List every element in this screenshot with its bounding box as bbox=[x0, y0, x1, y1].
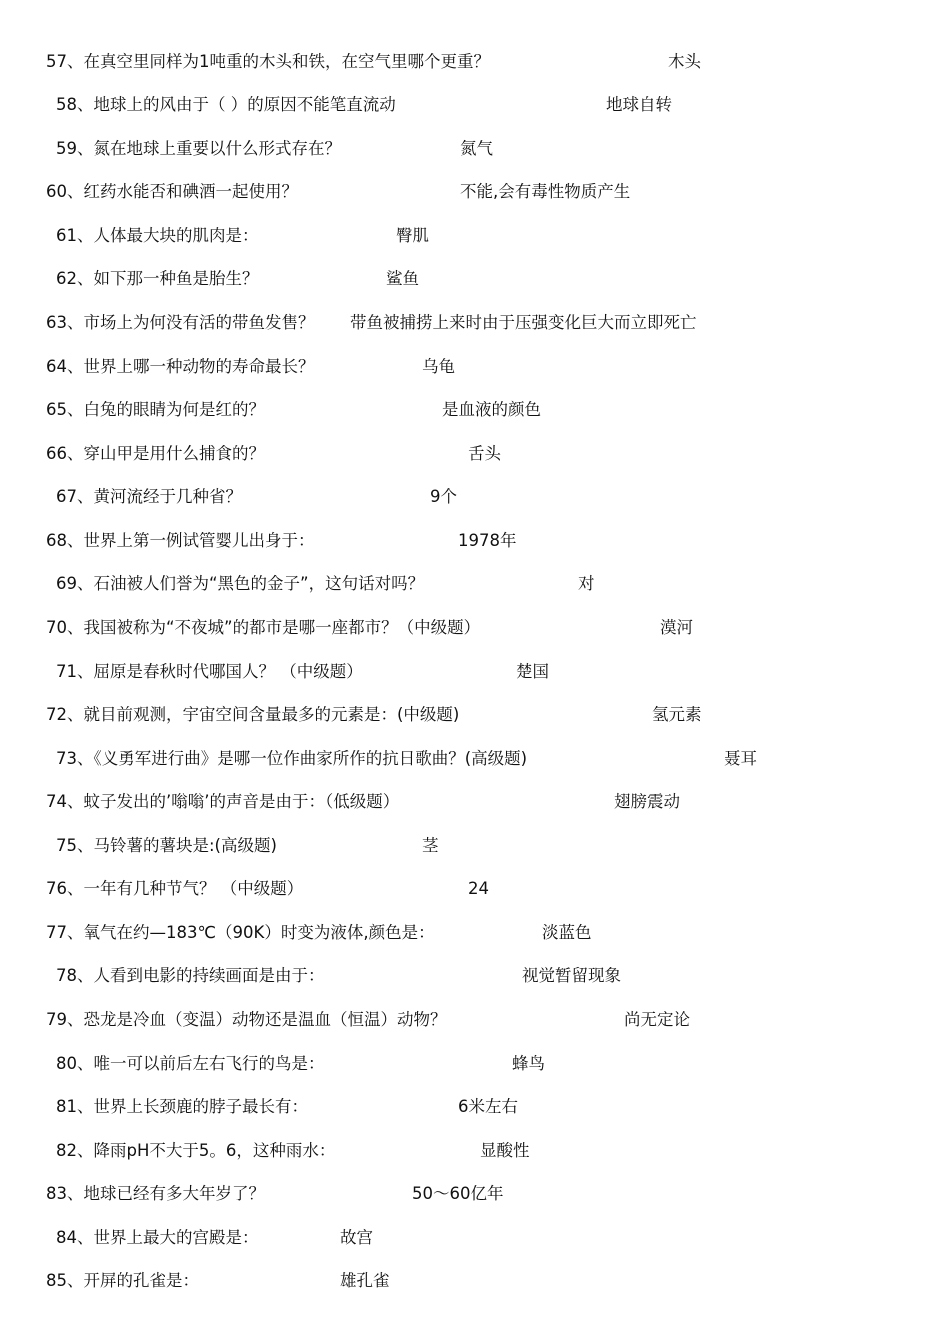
question-64: 64、世界上哪一种动物的寿命最长？ bbox=[46, 357, 315, 376]
question-67: 67、黄河流经于几种省？ bbox=[56, 487, 242, 506]
question-60: 60、红药水能否和碘酒一起使用？ bbox=[46, 182, 298, 201]
answer-66: 舌头 bbox=[468, 444, 501, 463]
answer-68: 1978年 bbox=[458, 531, 517, 550]
answer-78: 视觉暂留现象 bbox=[522, 966, 621, 985]
question-81: 81、世界上长颈鹿的脖子最长有： bbox=[56, 1097, 308, 1116]
answer-63: 带鱼被捕捞上来时由于压强变化巨大而立即死亡 bbox=[350, 313, 697, 332]
answer-58: 地球自转 bbox=[606, 95, 672, 114]
answer-84: 故宫 bbox=[340, 1228, 373, 1247]
answer-65: 是血液的颜色 bbox=[442, 400, 541, 419]
answer-59: 氮气 bbox=[460, 139, 493, 158]
question-71: 71、屈原是春秋时代哪国人？ （中级题） bbox=[56, 662, 363, 681]
question-85: 85、开屏的孔雀是： bbox=[46, 1271, 199, 1290]
question-77: 77、氧气在约—183℃（90K）时变为液体,颜色是： bbox=[46, 923, 435, 942]
question-79: 79、恐龙是冷血（变温）动物还是温血（恒温）动物？ bbox=[46, 1010, 447, 1029]
answer-77: 淡蓝色 bbox=[542, 923, 592, 942]
answer-74: 翅膀震动 bbox=[614, 792, 680, 811]
answer-67: 9个 bbox=[430, 487, 457, 506]
answer-85: 雄孔雀 bbox=[340, 1271, 390, 1290]
question-84: 84、世界上最大的宫殿是： bbox=[56, 1228, 259, 1247]
question-57: 57、在真空里同样为1吨重的木头和铁，在空气里哪个更重？ bbox=[46, 52, 490, 71]
question-59: 59、氮在地球上重要以什么形式存在？ bbox=[56, 139, 341, 158]
question-73: 73、《义勇军进行曲》是哪一位作曲家所作的抗日歌曲？(高级题) bbox=[56, 749, 528, 768]
answer-62: 鲨鱼 bbox=[386, 269, 419, 288]
question-74: 74、蚊子发出的’嗡嗡’的声音是由于：（低级题） bbox=[46, 792, 400, 811]
question-82: 82、降雨pH不大于5。6，这种雨水： bbox=[56, 1141, 336, 1160]
answer-57: 木头 bbox=[668, 52, 701, 71]
question-76: 76、一年有几种节气？ （中级题） bbox=[46, 879, 304, 898]
question-78: 78、人看到电影的持续画面是由于： bbox=[56, 966, 325, 985]
question-66: 66、穿山甲是用什么捕食的？ bbox=[46, 444, 265, 463]
answer-79: 尚无定论 bbox=[624, 1010, 690, 1029]
answer-80: 蜂鸟 bbox=[512, 1054, 545, 1073]
question-80: 80、唯一可以前后左右飞行的鸟是： bbox=[56, 1054, 325, 1073]
question-63: 63、市场上为何没有活的带鱼发售？ bbox=[46, 313, 315, 332]
question-69: 69、石油被人们誉为“黑色的金子”，这句话对吗？ bbox=[56, 574, 425, 593]
answer-75: 茎 bbox=[422, 836, 439, 855]
answer-69: 对 bbox=[578, 574, 595, 593]
answer-82: 显酸性 bbox=[480, 1141, 530, 1160]
question-62: 62、如下那一种鱼是胎生？ bbox=[56, 269, 259, 288]
question-58: 58、地球上的风由于（ ）的原因不能笔直流动 bbox=[56, 95, 396, 114]
answer-76: 24 bbox=[468, 879, 489, 898]
question-65: 65、白兔的眼睛为何是红的？ bbox=[46, 400, 265, 419]
answer-60: 不能,会有毒性物质产生 bbox=[460, 182, 631, 201]
answer-81: 6米左右 bbox=[458, 1097, 518, 1116]
question-70: 70、我国被称为“不夜城”的都市是哪一座都市？（中级题） bbox=[46, 618, 481, 637]
answer-83: 50～60亿年 bbox=[412, 1184, 504, 1203]
question-68: 68、世界上第一例试管婴儿出身于： bbox=[46, 531, 315, 550]
answer-71: 楚国 bbox=[516, 662, 549, 681]
answer-64: 乌龟 bbox=[422, 357, 455, 376]
question-83: 83、地球已经有多大年岁了？ bbox=[46, 1184, 265, 1203]
question-75: 75、马铃薯的薯块是:(高级题) bbox=[56, 836, 277, 855]
answer-72: 氢元素 bbox=[652, 705, 702, 724]
question-61: 61、人体最大块的肌肉是： bbox=[56, 226, 259, 245]
answer-73: 聂耳 bbox=[724, 749, 757, 768]
answer-61: 臀肌 bbox=[396, 226, 429, 245]
answer-70: 漠河 bbox=[660, 618, 693, 637]
question-72: 72、就目前观测，宇宙空间含量最多的元素是：(中级题) bbox=[46, 705, 460, 724]
